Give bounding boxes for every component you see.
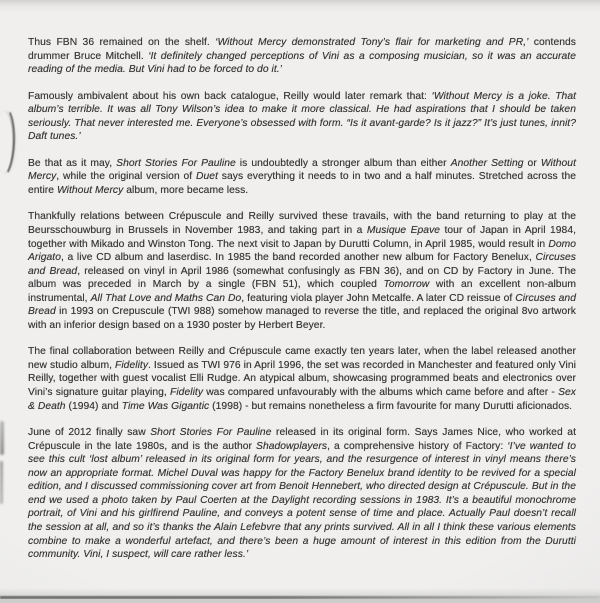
text-run: Thankfully relations between Crépuscule and Reilly survived these travails, with the band returning to play at the Beursschouwburg in Brussels in November 1983, and taking part in a [28,211,576,237]
text-run: contends drummer Bruce Mitchell. [28,37,576,62]
text-run: released in its original form. Says James Nice, who worked at Crépuscule in the late 1980s, and is the author [28,427,576,452]
text-run: was compared unfavourably with the albums which came before and after - [203,387,559,399]
text-run-italic: Another Setting [450,157,524,169]
text-run-italic: Short Stories For Pauline [150,427,272,439]
text-run: Thus FBN 36 remained on the shelf. [28,37,216,48]
text-run: June of 2012 finally saw [28,427,151,439]
text-run: with an excellent non-album instrumental, [28,279,576,304]
text-run-italic: Tomorrow [383,279,430,291]
text-run: , while the original version of [56,171,197,183]
paragraph [28,345,576,413]
text-run-italic: All That Love and Maths Can Do [90,292,242,304]
text-run-italic: Sex & Death [28,387,576,412]
text-run: Be that as it may, [28,157,117,169]
liner-notes-text [28,36,576,562]
text-run: or [523,157,541,169]
text-run: tour of Japan in April 1984, together with Mikado and Winston Tong. The next visit to Japan by Durutti Column, in April 1985, would result in [28,225,577,250]
text-run-italic: ‘Without Mercy is a joke. That album’s terrible. It was all Tony Wilson’s idea to make it more classical. He had aspirations that I should be taken seriously. That never interested me. Everyone’s obsessed with form. “Is it avant-garde? Is it jazz?” It’s just tunes, innit? Daft tunes.’ [28,90,577,143]
text-run-italic: Duet [196,171,218,183]
text-run: The final collaboration between Reilly and Crépuscule came exactly ten years later, when the label released another new studio album, [28,346,576,371]
text-run: , a comprehensive history of Factory: [327,440,508,452]
text-run-italic: Without Mercy [28,157,576,183]
page-bottom-strip [0,599,600,603]
text-run-italic: Fidelity [170,387,204,399]
text-run: says everything it needs to in two and a half minutes. Stretched across the entire [28,171,576,196]
text-run: . Issued as TWI 976 in April 1996, the set was recorded in Manchester and featured only Vini Reilly, together with guest vocalist Elli Rudge. An atypical album, showcasing programmed beats and electronics over Vini’s signature guitar playing, [28,359,576,399]
text-run: in 1993 on Crepuscule (TWI 988) somehow managed to reverse the title, and replaced the original 8vo artwork with an inferior design based on a 1930 poster by Herbert Beyer. [28,306,576,331]
scan-artifact-smudge-lower [0,461,3,504]
text-run: is undoubtedly a stronger album than either [235,157,451,169]
text-run-italic: Fidelity [115,359,149,371]
text-run-italic: Circuses and Bread [28,252,576,277]
text-run-italic: Time Was Gigantic [121,400,210,412]
paragraph [28,36,576,77]
paragraph [28,426,576,561]
text-run: Famously ambivalent about his own back catalogue, Reilly would later remark that: [28,90,432,102]
text-run: (1994) and [65,400,122,412]
text-run-italic: ‘Without Mercy demonstrated Tony’s flair for marketing and PR,’ [215,37,529,48]
text-run: album, more became less. [123,184,249,196]
paragraph [28,90,576,144]
text-run-italic: Without Mercy [56,184,124,196]
scan-artifact-smudge-upper [0,421,4,455]
text-run: , featuring viola player John Metcalfe. A later CD reissue of [241,292,516,304]
text-run: , a live CD album and laserdisc. In 1985 the band recorded another new album for Factory Benelux, [60,252,536,264]
text-run-italic: ‘I’ve wanted to see this cult ‘lost album’ released in its original form for years, and the resurgence of interest in vinyl means there’s now an appropriate format. Michel Duval was happy for the Factory Benelux brand identity to be revived for a special edition, and I discussed commissioning cover art from Benoit Hennebert, who directed design at Crépuscule. But in the end we used a photo taken by Paul Coerten at the Daylight recording sessions in 1983. It’s a beautiful monochrome portrait, of Vini and his girlfirend Pauline, and conveys a potent sense of time and place. Actually Paul doesn’t recall the session at all, and so it’s thanks the Alain Lefebvre that any prints survived. All in all I think these various elements combine to make a wonderful artefact, and there’s been a huge amount of interest in this edition from the Durutti community. Vini, I suspect, will care rather less.’ [28,440,576,561]
text-run-italic: ‘It definitely changed perceptions of Vini as a composing musician, so it was an accurate reading of the media. But Vini had to be forced to do it.’ [28,50,576,76]
text-run-italic: Short Stories For Pauline [116,157,236,169]
paragraph [28,157,576,198]
text-run-italic: Musique Epave [366,225,441,237]
text-run: (1998) - but remains nonetheless a firm favourite for many Durutti aficionados. [209,400,573,412]
text-run-italic: Circuses and Bread [28,292,576,318]
text-run-italic: Domo Arigato [28,238,576,264]
paragraph [28,210,576,332]
text-run: , released on vinyl in April 1986 (somewhat confusingly as FBN 36), and on CD by Factory in June. The album was preceded in March by a single (FBN 51), which coupled [28,265,576,291]
text-run-italic: Shadowplayers [256,440,328,452]
scan-artifact-arc [0,106,16,179]
